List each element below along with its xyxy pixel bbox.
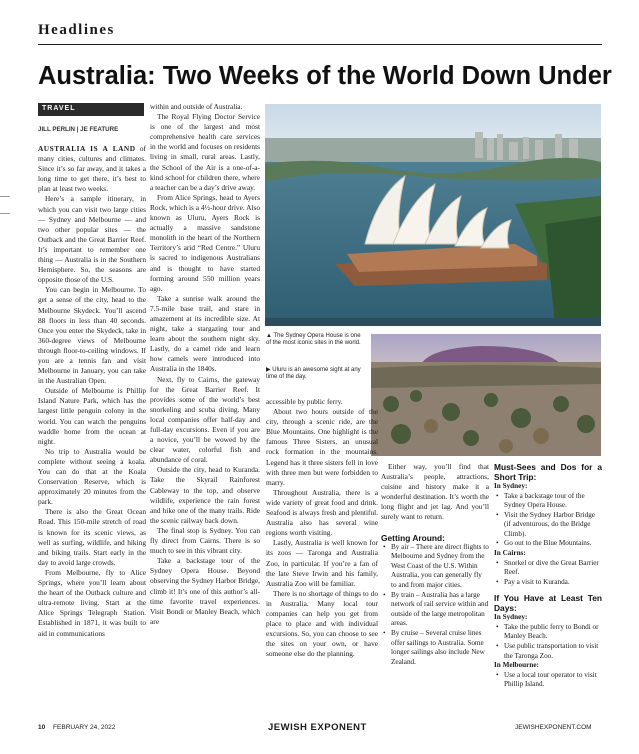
paragraph: From Melbourne, fly to Alice Springs, where you’ll learn about the heart of the Outback culture and ultra-remote living. Start at the Alice Springs Telegraph Station. Established in 1871, it was built to aid in communications — [38, 567, 146, 638]
paragraph: Either way, you’ll find that Australia’s people, attractions, cuisine and history make it a wonderful destination. It’s worth the long flight and jet lag. And you’ll surely want to return. — [381, 462, 489, 522]
section-rule — [38, 44, 602, 45]
paragraph: Outside the city, head to Kuranda. Take the Skyrail Rainforest Cableway to the top, and observe wildlife, experience the rain forest and hike one of the many trails. Ride the scenic railway back down. — [150, 465, 260, 525]
paragraph: Throughout Australia, there is a wide variety of great food and drink. Seafood is always fresh and plentiful. Australia also has several wine regions worth visiting. — [266, 487, 378, 538]
paragraph: From Alice Springs, head to Ayers Rock, which is a 4½-hour drive. Also known as Uluru, Ayers Rock is actually a massive sandstone monolith in the heart of the Northern Territory’s arid “Red Centre.” Uluru is sacred to indigenous Australians and is thought to have started forming around 550 million years ago. — [150, 192, 260, 293]
in-melbourne-label: In Melbourne: — [494, 661, 539, 670]
paragraph: Take a sunrise walk around the 7.5-mile base trail, and stare in amazement at its incredible size. At night, take a stargazing tour and learn about the southern night sky. Lastly, do a camel ride and learn how camels were introduced into Australia in the 1840s. — [150, 293, 260, 374]
sydney-list — [494, 492, 602, 550]
paragraph: There is also the Great Ocean Road. This 150-mile stretch of road is known for its scenic views, as well as surfing, wildlife, and hiking and biking trails. Start early in the day to avoid large crowds. — [38, 507, 146, 567]
list-item: • Visit the Sydney Harbor Bridge (if adventurous, do the Bridge Climb). — [494, 511, 602, 540]
photo-caption-opera: ▲ The Sydney Opera House is one of the most iconic sites in the world. — [266, 333, 361, 347]
page-number: 10 — [38, 724, 46, 731]
paragraph: Next, fly to Cairns, the gateway for the Great Barrier Reef. It provides some of the world’s best snorkeling and scuba diving. Many local companies offer half-day and full-day excursions. Even if you are a novice, you’ll be wowed by the clear water, colorful fish and abundance of coral. — [150, 374, 260, 465]
issue-date: FEBRUARY 24, 2022 — [53, 724, 116, 731]
photo-caption-uluru: ▶ Uluru is an awesome sight at any time of the day. — [266, 367, 361, 381]
crop-mark — [0, 213, 10, 214]
article-headline: Australia: Two Weeks of the World Down Under — [38, 62, 612, 90]
list-item: • Snorkel or dive the Great Barrier Reef. — [494, 559, 602, 578]
uluru-photo — [371, 334, 601, 456]
section-header: Headlines — [38, 22, 115, 38]
getting-around-heading: Getting Around: — [381, 532, 445, 543]
paragraph: You can begin in Melbourne. To get a sense of the city, head to the Melbourne Skydeck. You’ll ascend 88 floors in less than 40 seconds. Once you enter the Skydeck, take in 360-degree views of Melbourne through floor-to-ceiling windows. If you are a tennis fan and visit Melbourne in January, you can take in the Australian Open. — [38, 285, 146, 386]
publication-name: JEWISH EXPONENT — [268, 722, 367, 733]
in-sydney-label-2: In Sydney: — [494, 613, 528, 622]
sydney-list-2 — [494, 623, 602, 661]
article-column-3 — [266, 397, 378, 659]
crop-mark — [0, 196, 10, 197]
paragraph: About two hours outside of the city, through a scenic ride, are the Blue Mountains. One highlight is the famous Three Sisters, an unusual rock formation in the mountains. Legend has it three sisters fell in love with three men but were forbidden to marry. — [266, 407, 378, 487]
paragraph: There is no shortage of things to do in Australia. Many local tour companies can help you get from place to place and with individual excursions. So, you can choose to see the sites on your own, or have someone else do the planning. — [266, 588, 378, 659]
byline: JILL PERLIN | JE FEATURE — [38, 126, 119, 133]
list-item: • Take a backstage tour of the Sydney Opera House. — [494, 492, 602, 511]
sidebar-column — [494, 458, 602, 690]
list-item: • Use a local tour operator to visit Phillip Island. — [494, 671, 602, 690]
paragraph: The Royal Flying Doctor Service is one of the largest and most comprehensive health care services in the world and focuses on residents living in small, rural areas. Lastly, the School of the Air is a one-of-a-kind school for children there, where a teacher can be a day’s drive away. — [150, 112, 260, 192]
cairns-list — [494, 559, 602, 588]
category-tag: TRAVEL — [38, 103, 144, 116]
website: JEWISHEXPONENT.COM — [515, 724, 592, 731]
sydney-opera-house-photo — [265, 104, 601, 326]
in-cairns-label: In Cairns: — [494, 549, 526, 558]
list-item: • Go out to the Blue Mountains. — [494, 539, 602, 549]
list-item: • Use public transportation to visit the Taronga Zoo. — [494, 642, 602, 661]
article-column-2 — [150, 102, 260, 627]
melbourne-list — [494, 671, 602, 690]
list-item: • By train – Australia has a large network of rail service within and outside of the large metropolitan areas. — [381, 591, 489, 629]
list-item: • Take the public ferry to Bondi or Manley Beach. — [494, 623, 602, 642]
must-sees-heading: Must-Sees and Dos for a Short Trip: — [494, 462, 602, 482]
paragraph: Lastly, Australia is well known for its zoos — Taronga and Australia Zoo, in particular. If you’re a fan of the late Steve Irwin and his family, Australia Zoo will be familiar. — [266, 538, 378, 588]
list-item: • Pay a visit to Kuranda. — [494, 578, 602, 588]
footer-page-date — [38, 724, 115, 734]
article-column-4 — [381, 462, 489, 667]
in-sydney-label: In Sydney: — [494, 482, 528, 490]
paragraph: AUSTRALIA IS A LAND of many cities, cultures and climates. Since it’s so far away, and it takes a long time to get there, it’s best to plan at least two weeks. — [38, 144, 146, 194]
paragraph: Take a backstage tour of the Sydney Opera House. Beyond observing the Sydney Harbor Bridge, climb it! It’s one of this author’s all-time favorite travel experiences. Visit Bondi or Manley Beach, which are — [150, 556, 260, 626]
list-item: • By cruise – Several cruise lines offer sailings to Australia. Some longer sailings also include New Zealand. — [381, 629, 489, 667]
paragraph: within and outside of Australia. — [150, 102, 243, 111]
paragraph: No trip to Australia would be complete without seeing a koala. You can do that at the Koala Conservation Reserve, which is approximately 20 minutes from the park. — [38, 446, 146, 507]
article-column-1 — [38, 144, 146, 639]
ten-days-heading: If You Have at Least Ten Days: — [494, 593, 602, 614]
paragraph: accessible by public ferry. — [266, 397, 343, 406]
getting-around-list — [381, 543, 489, 668]
drop-lead: AUSTRALIA IS A LAND — [38, 144, 136, 153]
paragraph: The final stop is Sydney. You can fly direct from Cairns. There is so much to see in this vibrant city. — [150, 525, 260, 556]
list-item: • By air – There are direct flights to Melbourne and Sydney from the West Coast of the U.S. Within Australia, you can generally fly to and from major cities. — [381, 543, 489, 591]
paragraph: Outside of Melbourne is Phillip Island Nature Park, which has the largest little penguin colony in the world. You can watch the penguins waddle home from the ocean at night. — [38, 386, 146, 446]
paragraph: Here’s a sample itinerary, in which you can visit two large cities — Sydney and Melbourne — and two other popular sites — the Outback and the Great Barrier Reef. It’s important to remember one thing — Australia is in the Southern Hemisphere. So, the seasons are opposite those of the U.S. — [38, 194, 146, 285]
